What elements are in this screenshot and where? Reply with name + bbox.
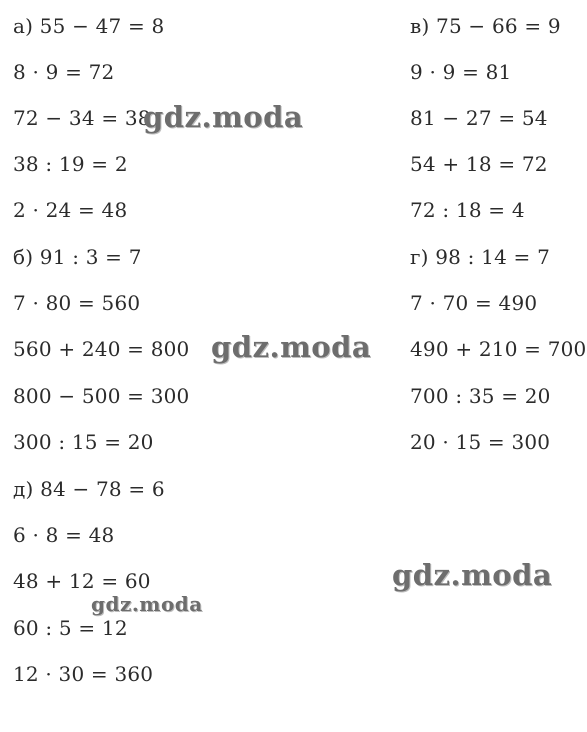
equation-g-1: г) 98 : 14 = 7 [410, 245, 550, 269]
equation-b-5: 300 : 15 = 20 [13, 430, 154, 454]
watermark: gdz.moda [392, 558, 553, 592]
equation-b-4: 800 − 500 = 300 [13, 384, 190, 408]
equation-g-2: 7 · 70 = 490 [410, 291, 538, 315]
equation-b-1: б) 91 : 3 = 7 [13, 245, 142, 269]
equation-a-1: а) 55 − 47 = 8 [13, 14, 165, 38]
equation-d-2: 6 · 8 = 48 [13, 523, 115, 547]
equation-a-2: 8 · 9 = 72 [13, 60, 115, 84]
equation-v-4: 54 + 18 = 72 [410, 152, 548, 176]
equation-b-2: 7 · 80 = 560 [13, 291, 141, 315]
equation-a-4: 38 : 19 = 2 [13, 152, 128, 176]
equation-d-3: 48 + 12 = 60 [13, 569, 151, 593]
equation-v-1: в) 75 − 66 = 9 [410, 14, 561, 38]
equation-g-5: 20 · 15 = 300 [410, 430, 551, 454]
equation-b-3: 560 + 240 = 800 [13, 337, 190, 361]
equation-d-1: д) 84 − 78 = 6 [13, 477, 165, 501]
equation-d-5: 12 · 30 = 360 [13, 662, 154, 686]
equation-d-4: 60 : 5 = 12 [13, 616, 128, 640]
equation-g-4: 700 : 35 = 20 [410, 384, 551, 408]
watermark: gdz.moda [143, 100, 304, 134]
equation-a-3: 72 − 34 = 38 [13, 106, 151, 130]
equation-v-5: 72 : 18 = 4 [410, 198, 525, 222]
equation-a-5: 2 · 24 = 48 [13, 198, 128, 222]
equation-v-3: 81 − 27 = 54 [410, 106, 548, 130]
watermark: gdz.moda [211, 330, 372, 364]
equation-g-3: 490 + 210 = 700 [410, 337, 587, 361]
equation-v-2: 9 · 9 = 81 [410, 60, 512, 84]
watermark: gdz.moda [91, 592, 203, 616]
